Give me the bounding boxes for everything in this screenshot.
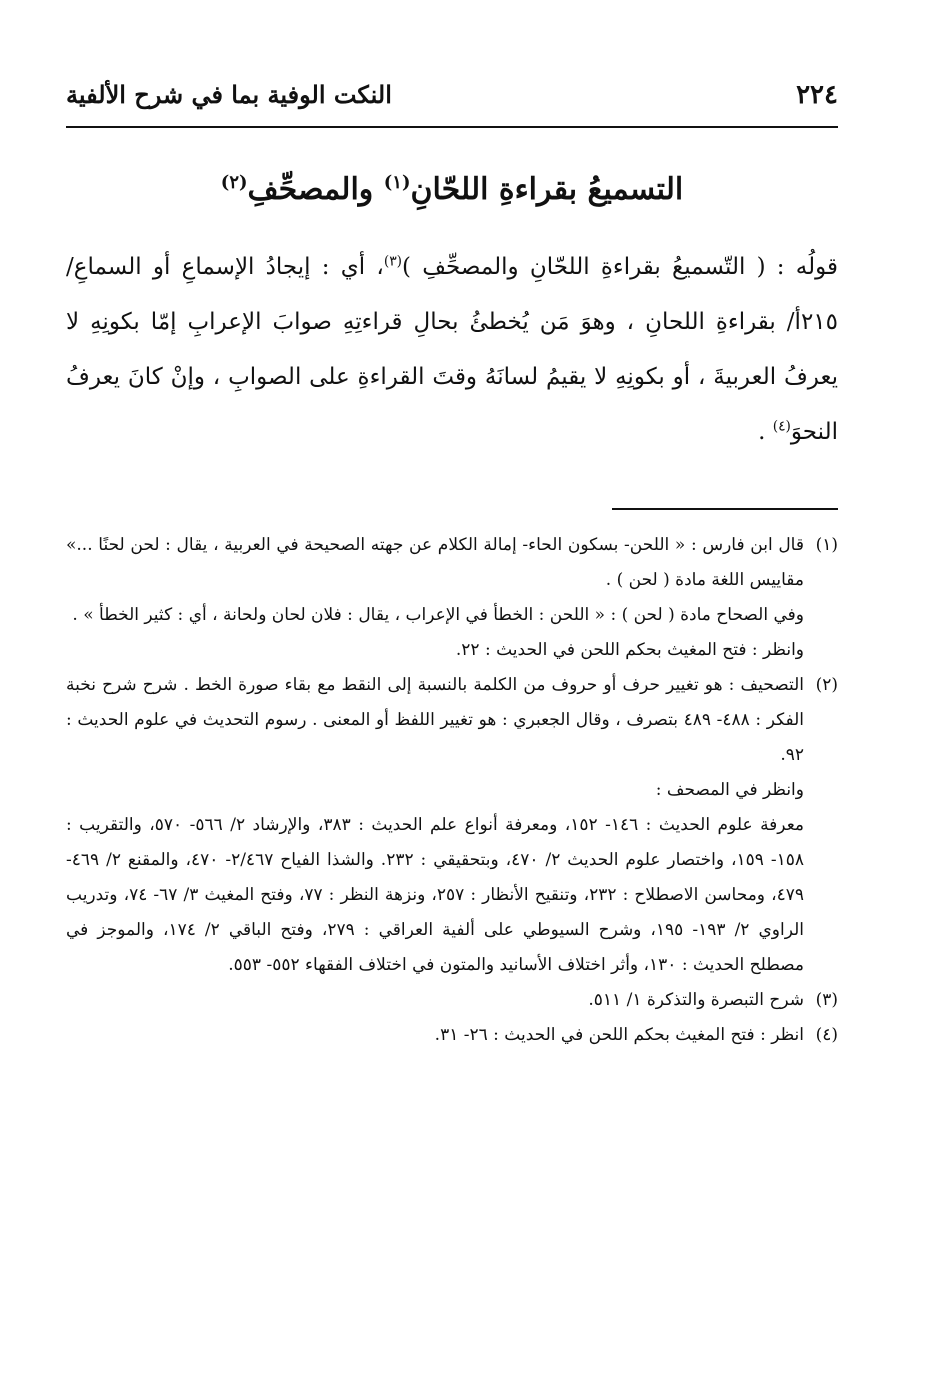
quoted-phrase: قولُه : ( التّسميعُ بقراءةِ اللحّانِ والمصحِّفِ ): [402, 254, 838, 280]
paragraph-text: ، أي : إيجادُ الإسماعِ أو السماعِ/ ٢١٥أ/ بقراءةِ اللحانِ ، وهوَ مَن يُخطئُ بحالِ قراءتِهِ صوابَ الإعرابِ إمّا بكونِهِ لا يعرفُ العربيةَ ، أو بكونِهِ لا يقيمُ لسانَهُ وقتَ القراءةِ على الصوابِ ، وإنْ كانَ يعرفُ النحوَ: [66, 254, 838, 445]
footnote-ref-3: (٣): [383, 253, 403, 270]
footnote-paragraph: وانظر في المصحف :: [655, 780, 804, 800]
page-header: [66, 72, 838, 116]
heading-text: التسميعُ بقراءةِ اللحّانِ: [410, 172, 684, 207]
footnote-paragraph: وفي الصحاح مادة ( لحن ) : « اللحن : الخطأ في الإعراب ، يقال : فلان لحان ولحانة ، أي : كثير الخطأ » .: [72, 605, 804, 625]
footnote-4: [66, 1018, 838, 1053]
footnote-body: [66, 1018, 804, 1053]
header-rule: [66, 126, 838, 128]
footnote-separator: [612, 508, 838, 510]
footnote-3: [66, 983, 838, 1018]
body-paragraph: [66, 240, 838, 460]
footnote-number: (٢): [815, 675, 838, 695]
footnote-paragraph: معرفة علوم الحديث : ١٤٦- ١٥٢، ومعرفة أنواع علم الحديث : ٣٨٣، والإرشاد ٢/ ٥٦٦- ٥٧٠، والتقريب : ١٥٨- ١٥٩، واختصار علوم الحديث ٢/ ٤٧٠، وبتحقيقي : ٢٣٢. والشذا الفياح ٢/٤٦٧- ٤٧٠، والمقنع ٢/ ٤٦٩- ٤٧٩، ومحاسن الاصطلاح : ٢٣٢، وتنقيح الأنظار : ٢٥٧، ونزهة النظر : ٧٧، وفتح المغيث ٣/ ٦٧- ٧٤، وتدريب الراوي ٢/ ١٩٣- ١٩٥، وشرح السيوطي على ألفية العراقي : ٢٧٩، وفتح الباقي ٢/ ١٧٤، والموجز في مصطلح الحديث : ١٣٠، وأثر اختلاف الأسانيد والمتون في اختلاف الفقهاء ٥٥٢- ٥٥٣.: [66, 815, 804, 975]
heading-text-2: والمصحِّفِ: [247, 172, 374, 207]
footnote-ref-4: (٤): [772, 418, 791, 435]
footnote-number: (١): [815, 535, 838, 555]
page-number: ٢٢٤: [796, 80, 838, 110]
footnote-number: (٣): [815, 990, 838, 1010]
footnote-paragraph: قال ابن فارس : « اللحن- بسكون الحاء- إمالة الكلام عن جهته الصحيحة في العربية ، يقال : لحن لحنًا ...» مقاييس اللغة مادة ( لحن ) .: [66, 535, 804, 590]
footnote-paragraph: وانظر : فتح المغيث بحكم اللحن في الحديث : ٢٢.: [455, 640, 804, 660]
footnote-paragraph: انظر : فتح المغيث بحكم اللحن في الحديث : ٢٦- ٣١.: [434, 1025, 804, 1045]
heading-footnote-ref-1: (١): [383, 172, 411, 193]
body-text: [66, 240, 838, 460]
running-title: النكت الوفية بما في شرح الألفية: [66, 80, 392, 109]
footnote-body: [66, 528, 804, 668]
footnotes: [66, 528, 838, 1053]
footnote-body: [66, 668, 804, 983]
heading-footnote-ref-2: (٢): [220, 172, 248, 193]
footnote-body: [66, 983, 804, 1018]
footnote-1: [66, 528, 838, 668]
paragraph-end: .: [758, 419, 773, 445]
footnote-number: (٤): [815, 1025, 838, 1045]
footnote-2: [66, 668, 838, 983]
section-heading: [66, 172, 838, 207]
footnote-paragraph: شرح التبصرة والتذكرة ١/ ٥١١.: [588, 990, 804, 1010]
footnote-paragraph: التصحيف : هو تغيير حرف أو حروف من الكلمة بالنسبة إلى النقط مع بقاء صورة الخط . شرح شرح نخبة الفكر : ٤٨٨- ٤٨٩ بتصرف ، وقال الجعبري : هو تغيير اللفظ أو المعنى . رسوم التحديث في علوم الحديث : ٩٢.: [66, 675, 804, 765]
